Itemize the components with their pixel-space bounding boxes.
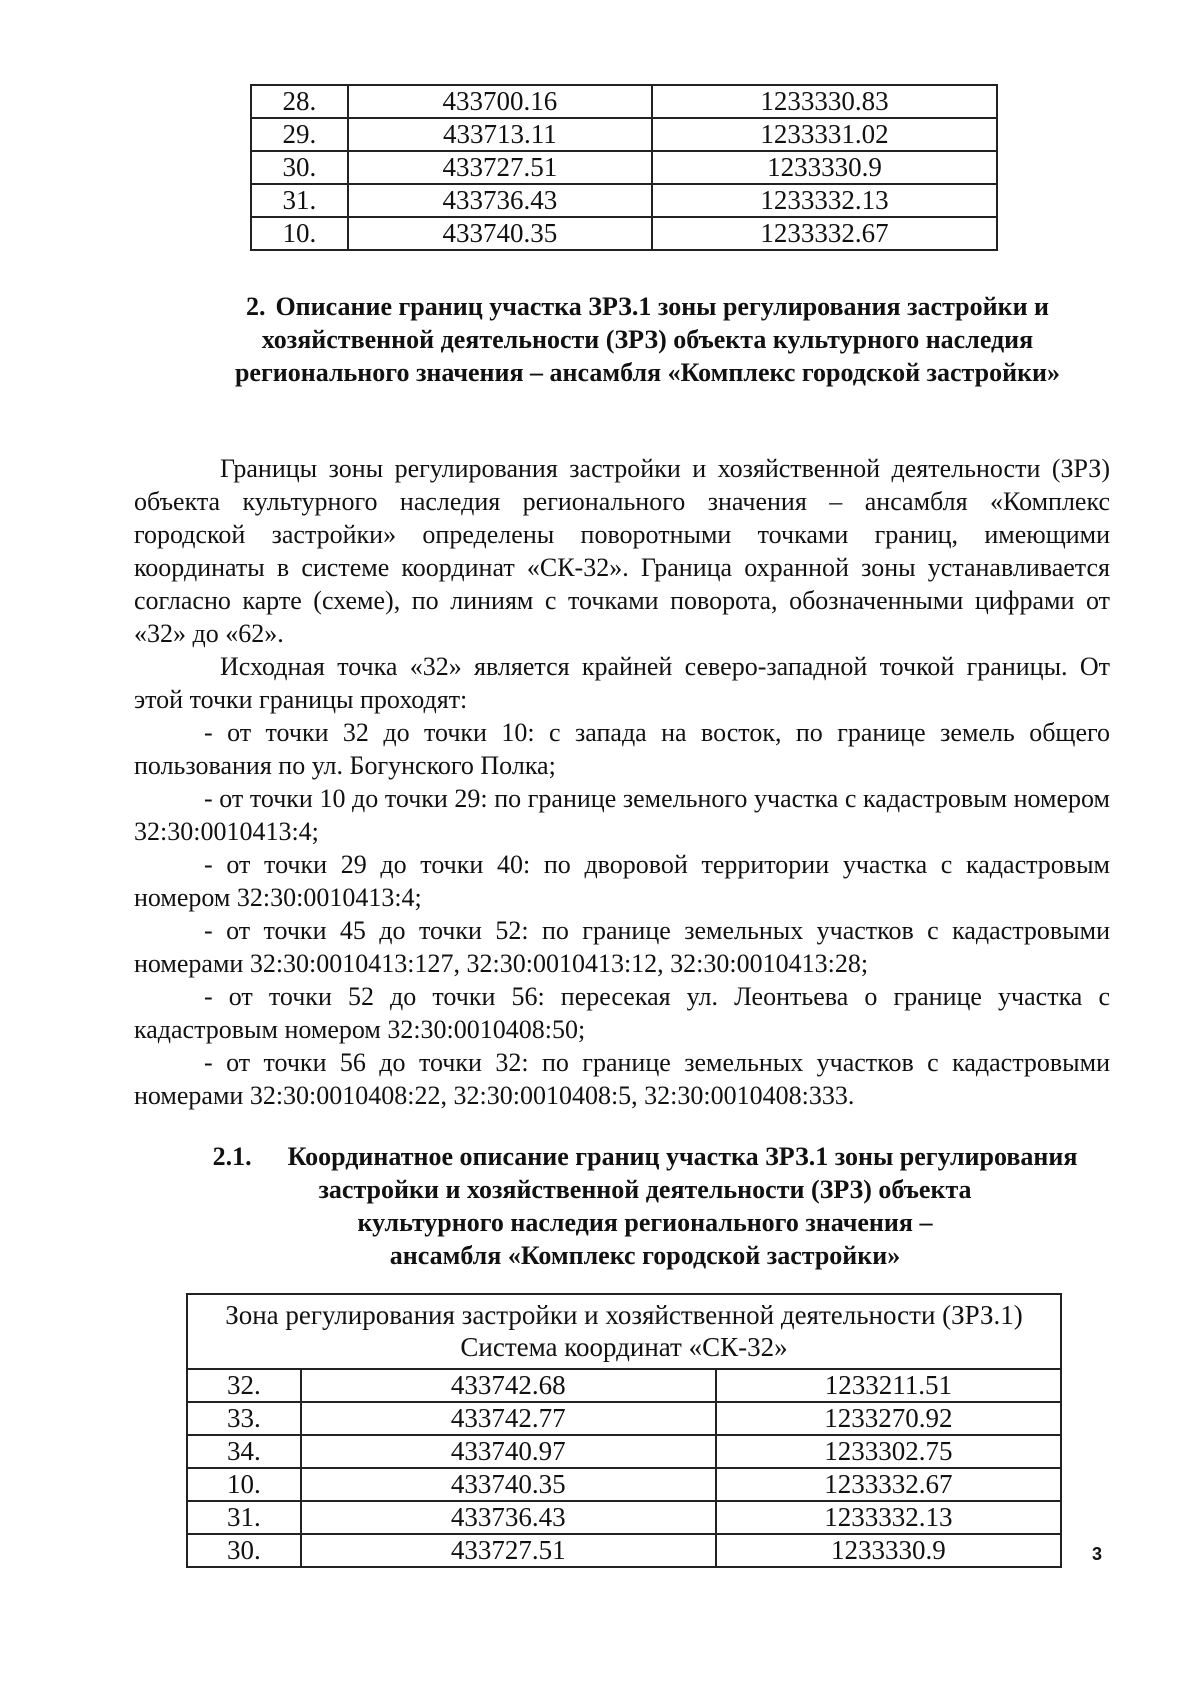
point-number: 32. — [187, 1369, 301, 1402]
point-number: 31. — [251, 184, 348, 217]
coordinate-x: 433742.77 — [301, 1402, 716, 1435]
coordinate-x: 433740.35 — [348, 217, 652, 250]
coordinates-table-zrz1 — [186, 1293, 1062, 1568]
table-header-line: Зона регулирования застройки и хозяйственной деятельности (ЗРЗ.1) — [225, 1300, 1023, 1330]
coordinate-y: 1233211.51 — [716, 1369, 1061, 1402]
coordinates-table-continued — [250, 84, 998, 251]
section-title-line: Координатное описание границ участка ЗРЗ.1 зоны регулирования — [287, 1142, 1078, 1171]
coordinate-y: 1233332.13 — [652, 184, 997, 217]
coordinate-x: 433742.68 — [301, 1369, 716, 1402]
point-number: 31. — [187, 1501, 301, 1534]
point-number: 10. — [187, 1468, 301, 1501]
section-title-line: культурного наследия регионального значения – — [357, 1208, 933, 1237]
table-row — [187, 1468, 1061, 1501]
section-number: 2. — [245, 292, 266, 321]
section-2-heading — [195, 290, 1100, 389]
coordinate-y: 1233331.02 — [652, 118, 997, 151]
boundary-description — [134, 452, 1110, 1112]
coordinate-x: 433700.16 — [348, 85, 652, 118]
table-header-row — [187, 1294, 1061, 1369]
coordinate-y: 1233302.75 — [716, 1435, 1061, 1468]
list-item: - от точки 32 до точки 10: с запада на восток, по границе земель общего пользования по ул. Богунского Полка; — [134, 718, 1110, 780]
coordinate-x: 433740.97 — [301, 1435, 716, 1468]
table-row — [187, 1435, 1061, 1468]
coordinate-x: 433727.51 — [348, 151, 652, 184]
point-number: 30. — [251, 151, 348, 184]
coordinate-x: 433736.43 — [301, 1501, 716, 1534]
coordinate-x: 433736.43 — [348, 184, 652, 217]
coordinate-y: 1233270.92 — [716, 1402, 1061, 1435]
table-header-line: Система координат «СК-32» — [460, 1332, 788, 1362]
coordinate-y: 1233332.67 — [716, 1468, 1061, 1501]
point-number: 28. — [251, 85, 348, 118]
coordinate-y: 1233332.13 — [716, 1501, 1061, 1534]
table-row — [251, 217, 997, 250]
section-title-line: застройки и хозяйственной деятельности (ЗРЗ) объекта — [318, 1175, 972, 1204]
paragraph: Исходная точка «32» является крайней северо-западной точкой границы. От этой точки границы проходят: — [134, 652, 1110, 714]
point-number: 29. — [251, 118, 348, 151]
point-number: 33. — [187, 1402, 301, 1435]
page-number: 3 — [1092, 1544, 1103, 1564]
section-2-1-heading — [170, 1140, 1120, 1272]
section-title-line: ансамбля «Комплекс городской застройки» — [389, 1241, 901, 1270]
list-item: - от точки 45 до точки 52: по границе земельных участков с кадастровыми номерами 32:30:0010413:127, 32:30:0010413:12, 32:30:0010413:28; — [134, 916, 1110, 978]
list-item: - от точки 10 до точки 29: по границе земельного участка с кадастровым номером 32:30:0010413:4; — [134, 784, 1110, 846]
section-title: Описание границ участка ЗРЗ.1 зоны регулирования застройки и хозяйственной деятельности (ЗРЗ) объекта культурного наследия регионального значения – ансамбля «Комплекс городской застройки» — [234, 292, 1061, 387]
paragraph: Границы зоны регулирования застройки и хозяйственной деятельности (ЗРЗ) объекта культурного наследия регионального значения – ансамбля «Комплекс городской застройки» определены поворотными точками границ, имеющими координаты в системе координат «СК-32». Граница охранной зоны устанавливается согласно карте (схеме), по линиям с точками поворота, обозначенными цифрами от «32» до «62». — [134, 454, 1110, 648]
table-row — [251, 118, 997, 151]
list-item: - от точки 29 до точки 40: по дворовой территории участка с кадастровым номером 32:30:0010413:4; — [134, 850, 1110, 912]
coordinate-y: 1233330.9 — [716, 1534, 1061, 1567]
point-number: 10. — [251, 217, 348, 250]
list-item: - от точки 56 до точки 32: по границе земельных участков с кадастровыми номерами 32:30:0010408:22, 32:30:0010408:5, 32:30:0010408:333. — [134, 1048, 1110, 1110]
table-row — [187, 1501, 1061, 1534]
table-row — [187, 1534, 1061, 1567]
section-number: 2.1. — [212, 1142, 252, 1171]
table-row — [251, 184, 997, 217]
table-row — [187, 1369, 1061, 1402]
coordinate-x: 433727.51 — [301, 1534, 716, 1567]
point-number: 34. — [187, 1435, 301, 1468]
coordinate-x: 433713.11 — [348, 118, 652, 151]
list-item: - от точки 52 до точки 56: пересекая ул. Леонтьева о границе участка с кадастровым номером 32:30:0010408:50; — [134, 982, 1110, 1044]
coordinate-y: 1233332.67 — [652, 217, 997, 250]
point-number: 30. — [187, 1534, 301, 1567]
table-row — [251, 85, 997, 118]
coordinate-y: 1233330.83 — [652, 85, 997, 118]
table-header — [187, 1294, 1061, 1369]
coordinate-x: 433740.35 — [301, 1468, 716, 1501]
table-row — [251, 151, 997, 184]
coordinate-y: 1233330.9 — [652, 151, 997, 184]
table-row — [187, 1402, 1061, 1435]
